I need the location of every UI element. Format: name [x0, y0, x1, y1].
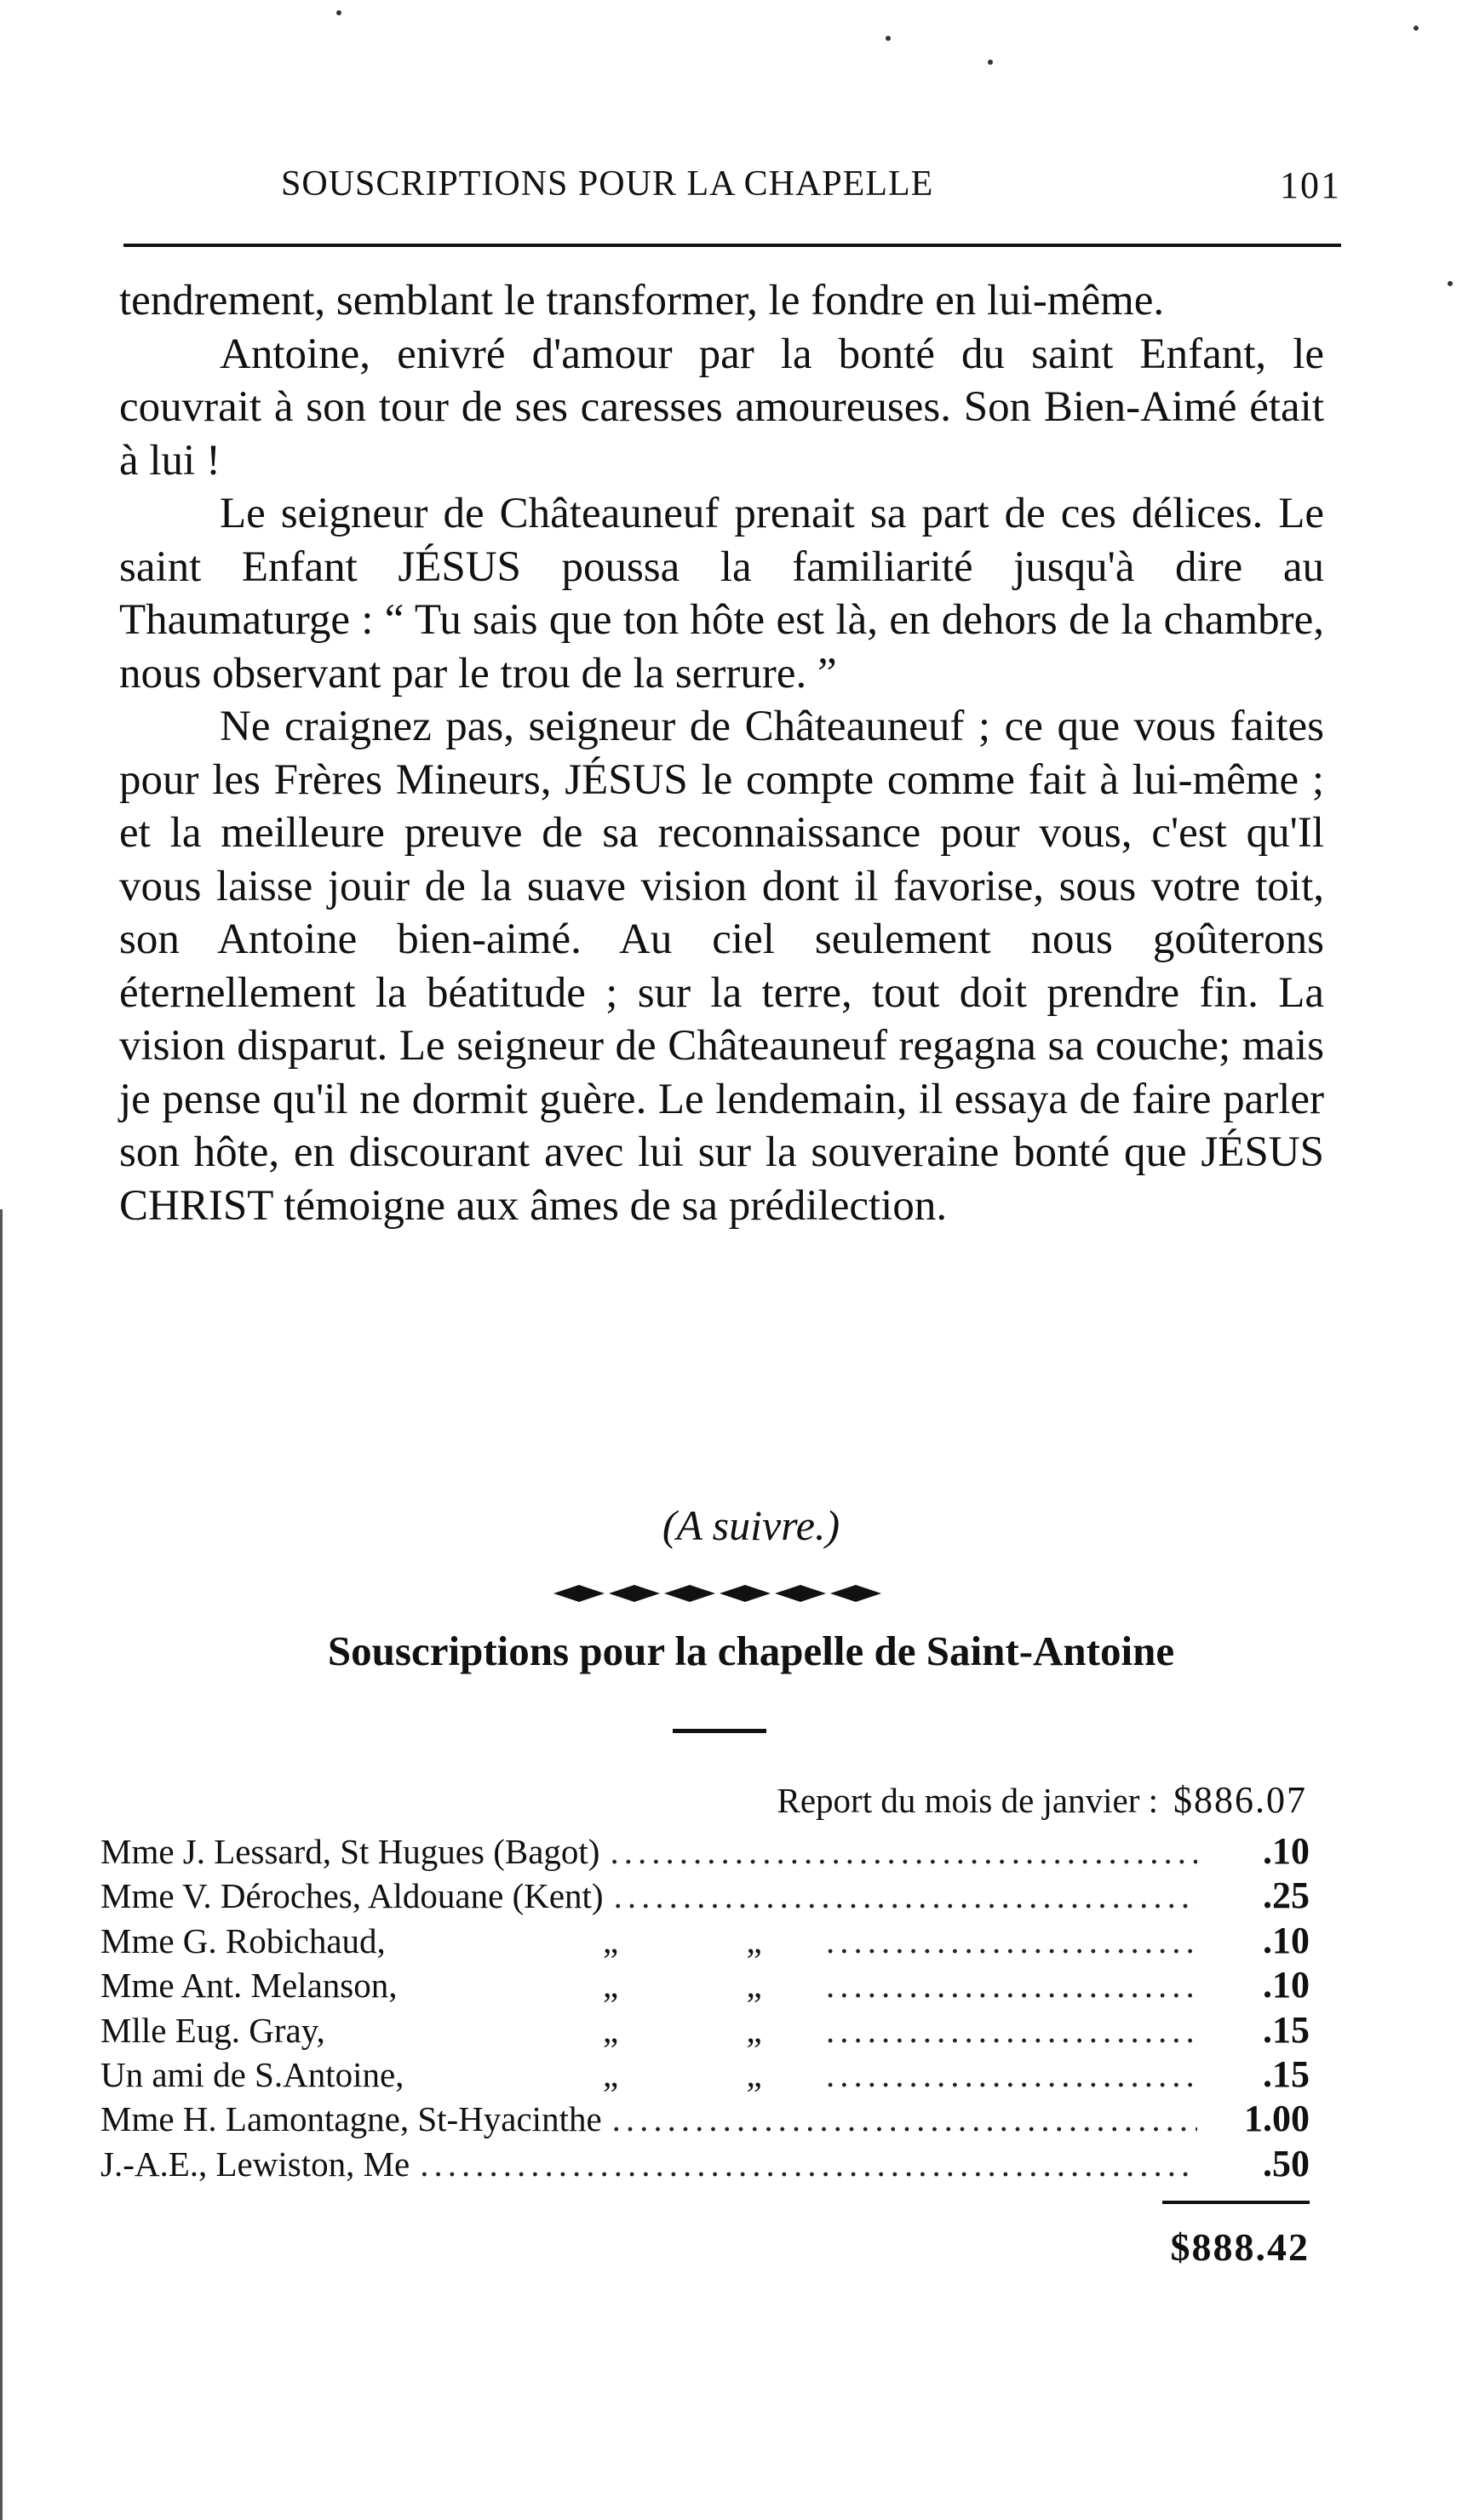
article-body [119, 274, 1324, 1232]
list-item [100, 2097, 1310, 2141]
list-item [100, 2142, 1310, 2186]
dot-leader [614, 1875, 1197, 1916]
page-header [281, 164, 1341, 215]
list-item [100, 1919, 1310, 1963]
ditto-marks: „ „ [603, 2054, 822, 2094]
carry-label: Report du mois de janvier : [777, 1781, 1158, 1820]
page-number: 101 [1280, 164, 1341, 206]
donation-amount: .10 [1263, 1830, 1310, 1872]
running-title: SOUSCRIPTIONS POUR LA CHAPELLE [281, 164, 934, 204]
donor-name: Un ami de S.Antoine, [100, 2054, 404, 2094]
donor-name: Mme Ant. Melanson, [100, 1966, 398, 2006]
ditto-marks: „ „ [603, 2010, 822, 2050]
list-item [100, 1874, 1310, 1918]
subscription-list [100, 1829, 1310, 2186]
donor-name: Mme G. Robichaud, [100, 1920, 386, 1960]
list-item [100, 1963, 1310, 2007]
speck [886, 36, 891, 41]
speck [1448, 281, 1453, 286]
speck [336, 10, 341, 15]
list-item [100, 1829, 1310, 1874]
speck [988, 60, 993, 65]
donation-amount: .15 [1263, 2008, 1310, 2051]
paragraph-3: Le seigneur de Châteauneuf prenait sa part de ces délices. Le saint Enfant JÉSUS poussa la familiarité jusqu'à dire au Thaumaturge : “ Tu sais que ton hôte est là, en dehors de la chambre, nous observant par le trou de la serrure. ” [119, 490, 1324, 697]
total-rule [1162, 2201, 1310, 2204]
dot-leader [826, 2054, 1197, 2095]
dot-leader [826, 1965, 1197, 2006]
dot-leader [420, 2144, 1197, 2184]
donation-amount: 1.00 [1244, 2098, 1310, 2140]
donor-name: Mlle Eug. Gray, [100, 2010, 325, 2050]
donation-amount: .25 [1263, 1874, 1310, 1917]
donor-name: J.-A.E., Lewiston, Me [100, 2144, 410, 2184]
donor-name: Mme J. Lessard, St Hugues (Bagot) [100, 1832, 600, 1871]
donation-amount: .10 [1263, 1919, 1310, 1961]
ditto-marks: „ „ [603, 1920, 822, 1960]
to-be-continued: (A suivre.) [662, 1501, 840, 1549]
donor-name: Mme V. Déroches, Aldouane (Kent) [100, 1876, 604, 1916]
paragraph-1: tendrement, semblant le transformer, le fondre en lui-même. [119, 277, 1165, 324]
donation-amount: .50 [1263, 2142, 1310, 2184]
ornament-divider [545, 1581, 903, 1606]
grand-total: $888.42 [1170, 2225, 1310, 2269]
ditto-marks: „ „ [603, 1966, 822, 2006]
title-rule [673, 1729, 766, 1733]
donor-name: Mme H. Lamontagne, St-Hyacinthe [100, 2099, 602, 2139]
carry-amount: $886.07 [1173, 1779, 1307, 1821]
page-edge [0, 1209, 3, 2520]
list-item [100, 2008, 1310, 2052]
carry-forward [541, 1778, 1307, 1822]
speck [1414, 26, 1419, 31]
header-rule [123, 244, 1341, 247]
list-item [100, 2052, 1310, 2097]
paragraph-2: Antoine, enivré d'amour par la bonté du saint Enfant, le couvrait à son tour de ses caresses amoureuses. Son Bien-Aimé était à lui ! [119, 330, 1324, 485]
dot-leader [610, 1831, 1197, 1872]
subscriptions-title: Souscriptions pour la chapelle de Saint-Antoine [327, 1627, 1175, 1674]
donation-amount: .15 [1263, 2052, 1310, 2095]
dot-leader [826, 2010, 1197, 2051]
dot-leader [826, 1920, 1197, 1961]
dot-leader [612, 2098, 1197, 2139]
paragraph-4: Ne craignez pas, seigneur de Châteauneuf ; ce que vous faites pour les Frères Mineurs, JÉSUS le compte comme fait à lui-même ; et la meilleure preuve de sa reconnaissance pour vous, c'est qu'Il vous laisse jouir de la suave vision dont il favorise, sous votre toit, son Antoine bien-aimé. Au ciel seulement nous goûterons éternellement la béatitude ; sur la terre, tout doit prendre fin. La vision disparut. Le seigneur de Châteauneuf regagna sa couche; mais je pense qu'il ne dormit guère. Le lendemain, il essaya de faire parler son hôte, en discourant avec lui sur la souveraine bonté que JÉSUS CHRIST témoigne aux âmes de sa prédilection. [119, 703, 1324, 1230]
donation-amount: .10 [1263, 1964, 1310, 2006]
